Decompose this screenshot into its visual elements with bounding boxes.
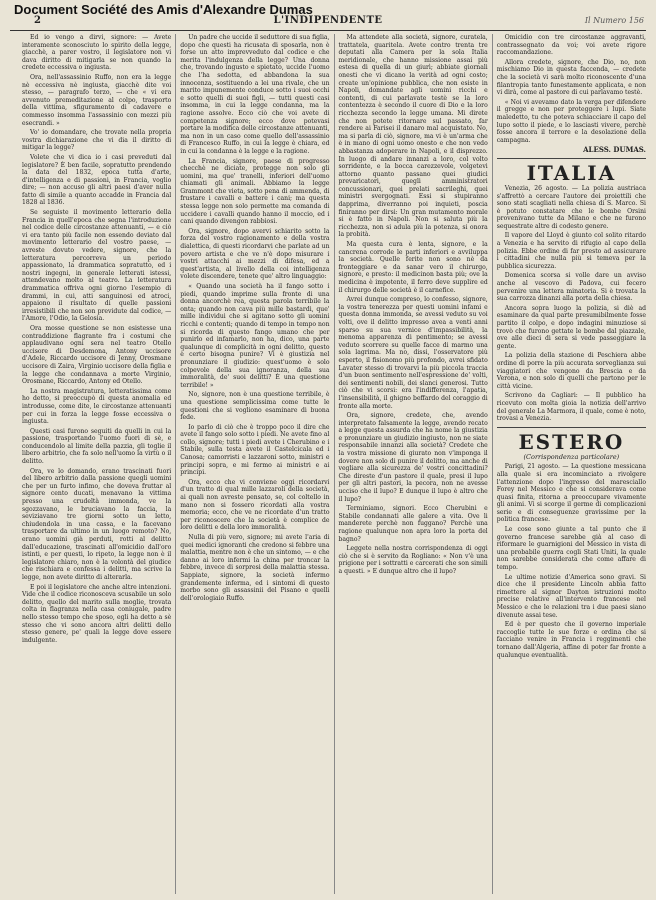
paragraph: Nulla di più vero, signore; mi avete l'aria di quei medici ignoranti che credono si febbre una malattia, mentre non è che un sintomo, — e che danno ai loro infermi la china per troncar la febbre, invece di sorpresi della malattia stessa. Sappiate, signore, la società infermo grandemente inferma, ed i sintomi di questo morbo sono gli assassinii del Pisano e quelli dell'orologiaio Ruffo. bbox=[180, 534, 330, 602]
column-1 bbox=[18, 34, 176, 894]
paragraph: La Francia, signore, paese di progresso checchè ne diciate, protegge non solo gli uomini, ma que' tranelli, inferiori dell'uomo chiamati gli animali. Abbiamo la legge Grammont che vieta, sotto pena di ammenda, di frustare i cavalli e battere i cani; ma questa stessa legge non solo permette ma comanda di uccidere i cavalli quando hanno il moccio, ed i cani quando divengon rabbiosi. bbox=[180, 157, 330, 226]
paragraph: Un padre che uccide il seduttore di sua figlia, dopo che questi ha ricusata di sposarla, non è forse un atto imprevveduto dal codice e che merita l'indulgenza della legge? Una donna che, trovando ingusto e spietato, uccide l'uomo che l'ha sedotta, ed abbandona la sua innocenza, sostituendo a lei una rivale, che un marito impunemente conduce sotto i suoi occhi e sotto quelli di suoi figli, — tutti questi casi insomma, in cui la legge condanna, ma la ragione assolve. Ecco ciò che voi avete di competenza signore; ecco dove potevasi portare la modifica delle circostanze attenuanti, ma non in un caso come quello dell'assassinio di Francesco Ruffo, in cui la legge è chiara, ed in cui la condanna è la legge e la ragione. bbox=[180, 34, 330, 155]
paragraph: Ora, ecco che vi conviene oggi ricordarvi d'un tratto di qual mille lazzaroli della società, ai quali non avreste pensato, se, col coltello in mano non si fossero ricordati alla vostra memoria; ecco, che ve ne ricordate d'un tratto per riconoscere che la società è complice de loro delitti e della loro immoralità. bbox=[180, 478, 330, 532]
paragraph: Avrei dunque compreso, lo confesso, signore, la vostra tenerezza per questi uomini infami e questa donna immonda, se avessi veduto su voi volti, ove il delitto impresso avea a venti anni sparso su sua vernice d'impassibilità, la menoma apparenza di pentimento; se avessi veduto scorrere su quelle facce di marmo una sola lagrima. Ma no, dissi, l'osservatore più esperto, il fisionomo più profondo, avrei sfidato Lavater stesso di trovarvi la più piccola traccia d'un buon sentimento nell'espressione de' volti, dei sentimenti nobili, dei slanci generosi. Tutto ciò che vi scorsi: era l'indifferenza, l'apatia, l'insensibilità, il ghigno beffardo del coraggio di fronte alla morte. bbox=[338, 296, 488, 410]
paragraph: Ora, ve lo domando, erano trascinati fuori del libero arbitrio dalla passione quegli uomini che per un furto infimo, che doveva fruttar al signore cento ducati, menavano la vittima presso una crudeltà immonda, ve la sgozzavano, le bruciavano la faccia, la seviziavano tre giorni sotto un letto, chiudendola in una cassa, e la facevano trasportare da ultimo in un luogo remoto? No, erano uomini già perduti, rotti al delitto dall'educazione, trascinati all'omicidio dall'oro istinti, e per questi, lo ripeto, la legge non è il legislatore chiaro, non è la volontà del giudice che rischiara e confessa i delitti, ma scrive la legge, non avete diritto di alterarla. bbox=[22, 467, 172, 581]
author-signature: ALESS. DUMAS. bbox=[583, 145, 646, 155]
news-item: Parigi, 21 agosto. — La questione messicana alla quale si era incominciato a rivolgere l'attenzione dopo l'ingresso del maresciallo Forey nel Messico e che si considerava come quasi finita, ritorna a preoccupare vivamente gli animi. Vi si scorge il germe di complicazioni serie e di conseguenze gravissime per la politica francese. bbox=[496, 463, 646, 524]
section-heading-italia: ITALIA bbox=[497, 158, 646, 184]
paragraph: Allora credete, signore, che Dio, no, non mischiamo Dio in questa faccenda, — credete che la società vi sarà molto riconoscente d'una filantropia tanto funestamente applicata, e non vi dirà, come al pastore di cui parlavamo testè. bbox=[496, 58, 646, 97]
paragraph: Ora mosse questione se non esistesse una contraddizione flagrante fra i costumi che applaudivano ogni sera nel teatro Otello uccisore di Desdemona, Antony uccisore d'Adele, Riccardo uccisore di Jenny, Orosmane uccisore di Zaira, Virginio uccisore della figlia e la legge che condannava a morte Virginio, Orosmane, Riccardo, Antony ed Otello. bbox=[22, 324, 172, 386]
masthead: L'INDIPENDENTE bbox=[273, 15, 383, 26]
paragraph: « Noi vi avevamo dato la verga per difendere il gregge e non per proteggere i lupi. Siate maledetto, tu che poteva schiacciare il capo del lupo sotto il piede, e lo lasciasti vivere, perchè fosse ancora il terrore e la desolazione della campagna. bbox=[496, 98, 646, 144]
news-item: Ed è per questo che il governo imperiale raccoglie tutte le sue forze e ordina che si facciano venire in Francia i reggimenti che tornano dall'Algeria, affine di poter far fronte a qualunque eventualità. bbox=[496, 621, 646, 659]
paragraph: Ora, signore, dopo avervi schiarito sotto la forza del vostro ragionamento e della vostra dialettica, di questi ricordarvi che parlate ad un povero artista e che ve n'è dopo misurare i vostri attacchi ai mezzi di difesa, ed a quest'artista, al livello della coi intelligenza volete discendere, tenete que' altro linguaggio: bbox=[180, 227, 330, 281]
paragraph: Leggete nella nostra corrispondenza di oggi ciò che si è servito da Rogliano: « Non v'è una prigione per i sottratti e carcerati che son simili a questi. » E dunque altro che il lupo? bbox=[338, 545, 488, 575]
news-item: Scrivono da Cagliari: — Il pubblico ha ricevuto con molta gioia la notizia dell'arrivo del generale La Marmora, il quale, come è noto, trovasi a Venezia. bbox=[496, 392, 646, 423]
news-item: Ancora sopra luogo la polizia, si diè ad esaminare da qual parte presumibilmente fosse partito il colpo, e dopo indagini minuziose si trovò che furono gettate le bombe dal piazzale, ove alle dieci di sera si vede passeggiare la gente. bbox=[496, 304, 646, 350]
paragraph: E poi il legislatore che anche altre intenzioni. Vide che il codice riconosceva scusabile un solo delitto, quello del marito sulla moglie, trovata colta in flagranza nella casa coniugale, padre nello stesso tempo che sposo, egli ha detto a sè stesso che vi sono ancora altri delitti dello stesso genere, pe' quali la legge dove essere indulgente. bbox=[22, 583, 172, 644]
paragraph: « Quando una società ha il fango sotto i piedi, quando imprime sulla fronte di una donna ancorchè rea, questa parola terribile la onta; quando non cava più mille bastardi, que' mille individui che si agitano sotto gli uomini ricchi e contenti; quando di tempo in tempo non si ricorda di questo fango umano che per punirlo ed infamarlo, non ha, dico, una parte qualunque di complicità in ogni delitto, questo è certo bisogna punire? Vi è giustizia nel pronunziare il giudizio: quest'uomo è solo colpevole della sua ignoranza, della sua immoralità, de' suoi delitti? È una questione terribile! » bbox=[180, 283, 330, 389]
section-subtitle: (Corrispondenza particolare) bbox=[523, 452, 620, 461]
column-4 bbox=[493, 34, 650, 894]
paragraph: La nostra magistratura, letteratissima come ho detto, si preoccupò di questa anomalia ed introdusse, come dite, le circostanze attenuanti per cui in forza la legge fosse eccessiva o ingiusta. bbox=[22, 387, 172, 426]
paragraph: Omicidio con tre circostanze aggravanti, contrassegnato da voi; voi avete rigore raccomandazione. bbox=[496, 34, 646, 57]
news-item: Venezia, 26 agosto. — La polizia austriaca s'affrettò a cercare l'autore dei proiettili che sono stati scagliati nella chiesa di S. Marco. Si è potuto constatare che le bombe Orsini provenivano tutte da Milano e che ne furono sequestrate altre di codesto genere. bbox=[496, 184, 646, 230]
paragraph: Volete che vi dica io i casi preveduti dal legislatore? È ben facile, sopratutto prendendo la data del 1832, epoca tutta d'arte, d'intelligenza e di passioni, in Francia, voglio dire; — non accuso gli altri paesi d'aver nulla fatto di simile a quanto accadde in Francia dal 1828 al 1836. bbox=[22, 153, 172, 207]
column-3 bbox=[335, 34, 493, 894]
news-item: Il vapore del Lloyd è giunto col solito ritardo a Venezia e ha servito di rifugio al capo della polizia. Ebbe ordine di far presto ad assicurare i cittadini che nulla più si temeva per la pubblica sicurezza. bbox=[496, 232, 646, 270]
document-watermark: Document Société des Amis d'Alexandre Dumas bbox=[14, 2, 313, 17]
paragraph: Terminiamo, signori. Ecco Cherubini e Stabile condannati alle galere a vita. Ove li manderete perchè non fuggano? Perchè una ragione qualunque non apra loro la porta del bagno? bbox=[338, 505, 488, 543]
paragraph: Se seguiste il movimento letterario della Francia in quell'epoca che segna l'introduzione nel codice delle circostanze attenuanti, — e ciò vi era tanto più facile non essendo deviato dal movimento letterario del vostro paese, — avreste dovuto vedere, signore, che la letteratura percorreva un periodo appassionato, la drammatica sopratutto, ed i nostri ingegni, in generale letterati istessi, attendevano molto al teatro. La letteratura drammatica offriva ogni giorno l'esempio di drammi, in cui, atti sanguinosi ed atroci, appaiono il risultato di quelle passioni irresistibili che non son previdute dal codice, — l'Amore, l'Odio, la Gelosia. bbox=[22, 209, 172, 323]
news-item: Domenica scorsa si volle dare un avviso anche al vescovo di Padova, cui fecero pervenire una lettera minatoria. Si è trovata la sua carrozza dinanzi alla porta della chiesa. bbox=[496, 272, 646, 303]
news-item: Le cose sono giunte a tal punto che il governo francese sarebbe già al caso di riformare le guarnigioni del Messico in vista di una probabile guerra cogli Stati Uniti, la quale non sarebbe considerata che come affare di tempo. bbox=[496, 526, 646, 572]
paragraph: Ma questa cura è lenta, signore, e la cancrena corrode le parti inferiori e avviluppa la società. Quelle ferite non sono nè da fronteggiare e da sanar vero il chirurgo, signore, e presto: il medicinon basta più; ove la medicina è impotente, il ferro deve supplire ed il chirurgo delle società è il carnefice. bbox=[338, 241, 488, 294]
news-item: Le ultime notizie d'America sono gravi. Si dice che il presidente Lincoln abbia fatto rimettere al signor Dayton istruzioni molto precise relative all'intervento francese nel Messico e che le relazioni tra i due paesi siano divenute assai tese. bbox=[496, 573, 646, 619]
paragraph: No, signore, non è una questione terribile, è una questione semplicissima come tutte le questioni che si vogliono esaminare di buona fede. bbox=[180, 391, 330, 422]
paragraph: Io parlo di ciò che è troppo poco il dire che avete il fango solo sotto i piedi. Ne avete fino al collo, signore; tutti i piedi avete i Cherubino e i Stabile, sulla testa avete il Castelcicala ed i Canosa; camorristi e lazzaroni sotto, ministri e principi sopra, e mi fermo ai ministri e ai principi. bbox=[180, 423, 330, 477]
news-item: La polizia della stazione di Peschiera abbe ordine di porre la più accurata sorveglianza sui viaggiatori che vengono da Brescia e da Verona, e non solo di quelli che partono per le città vicine. bbox=[496, 352, 646, 390]
paragraph: Vo' io domandare, che trovate nella propria vostra dichiarazione che vi dia il diritto di mitigar la legge? bbox=[22, 129, 172, 152]
paragraph: Ed io vengo a dirvi, signore: — Avete interamente sconosciuto lo spirito della legge, giacchè, a parer vostro, il legislatore non vi dava diritto di mitigarla se non quando la credete eccessiva o ingiusta. bbox=[22, 34, 172, 72]
paragraph: Ora, signore, credete, che, avendo interpretato falsamente la legge, avendo recato a legge questa assurda che ha nome la giustizia e pronunziare un giudizio ingiusto, non ne siate responsabile innanzi alla società? Credete che la vostra missione di giurato non v'imponga il dovere non solo di punire il delitto, ma anche di vegliare alla sicurezza de' vostri concittadini? Che direste d'un pastore il quale, presi il lupo per gli altri pastori, la pecora, non ne avesse ucciso che il lupo? E dunque il lupo è altro che il lupo? bbox=[338, 412, 488, 503]
column-2 bbox=[176, 34, 334, 894]
paragraph: Ma attendete alla società, signore, curatela, trattatela, guaritela. Avete contro trenta tre deputati alla Camera per la sola Italia meridionale, che hanno missione assai più estesa di quella di un giurì; abbiate giornali onesti che vi dicano la verità ad ogni costo; create un'opinione pubblica, che non esiste in Napoli, domandate agli uomini ricchi e contenti, di cui parlavate testè se la loro contentezza è secondo il cuore di Dio e la loro ricchezza secondo la legge umana. Mi direte che non potete ritornare sul passato, far rendere ai Farisei il danaro mal acquistato. No, ma si parla di ciò, signore, ma vi è un'arma che è in mano di ogni uomo onesto e che non vedo abbastanza adoperare in Napoli, e il disprezzo. In luogo di andare innanzi a loro, col volto sorridente, e la bocca carezzevole, volgetevi attorno quanto passano quei giudici prevaricatori, quegli amministratori concussionari, quei prelati sacrileghi, quei ministri svergognati. Essi si stupiranno dapprima, diverranno poi inquieti, poscia finiranno per dirsi: Un gran mutamento morale si è fatto in Napoli. Non si saluta più la ricchezza, non si adula più la potenza, si onora la probità. bbox=[338, 34, 488, 239]
section-heading-estero: ESTERO bbox=[497, 427, 646, 453]
paragraph: Ora, nell'assassinio Ruffo, non era la legge nè eccessiva nè ingiusta, giacchè dite voi stesso, — paragrafo terzo, — che « vi era avvenuto premeditazione al colpo, trasporto della vittima, sfiguramento di cadavere e commesso insomma l'assassinio con mezzi più esecrandi. » bbox=[22, 73, 172, 127]
page-number: 2 bbox=[34, 15, 41, 26]
issue-number: Il Numero 156 bbox=[584, 16, 644, 25]
paragraph: Questi casi furono seguiti da quelli in cui la passione, trasportando l'uomo fuori di sè, e conducendolo al limite della pazzia, gli toglie il libero arbitrio, che fa solo nell'uomo la virtù o il delitto. bbox=[22, 427, 172, 466]
article-columns bbox=[18, 34, 650, 894]
